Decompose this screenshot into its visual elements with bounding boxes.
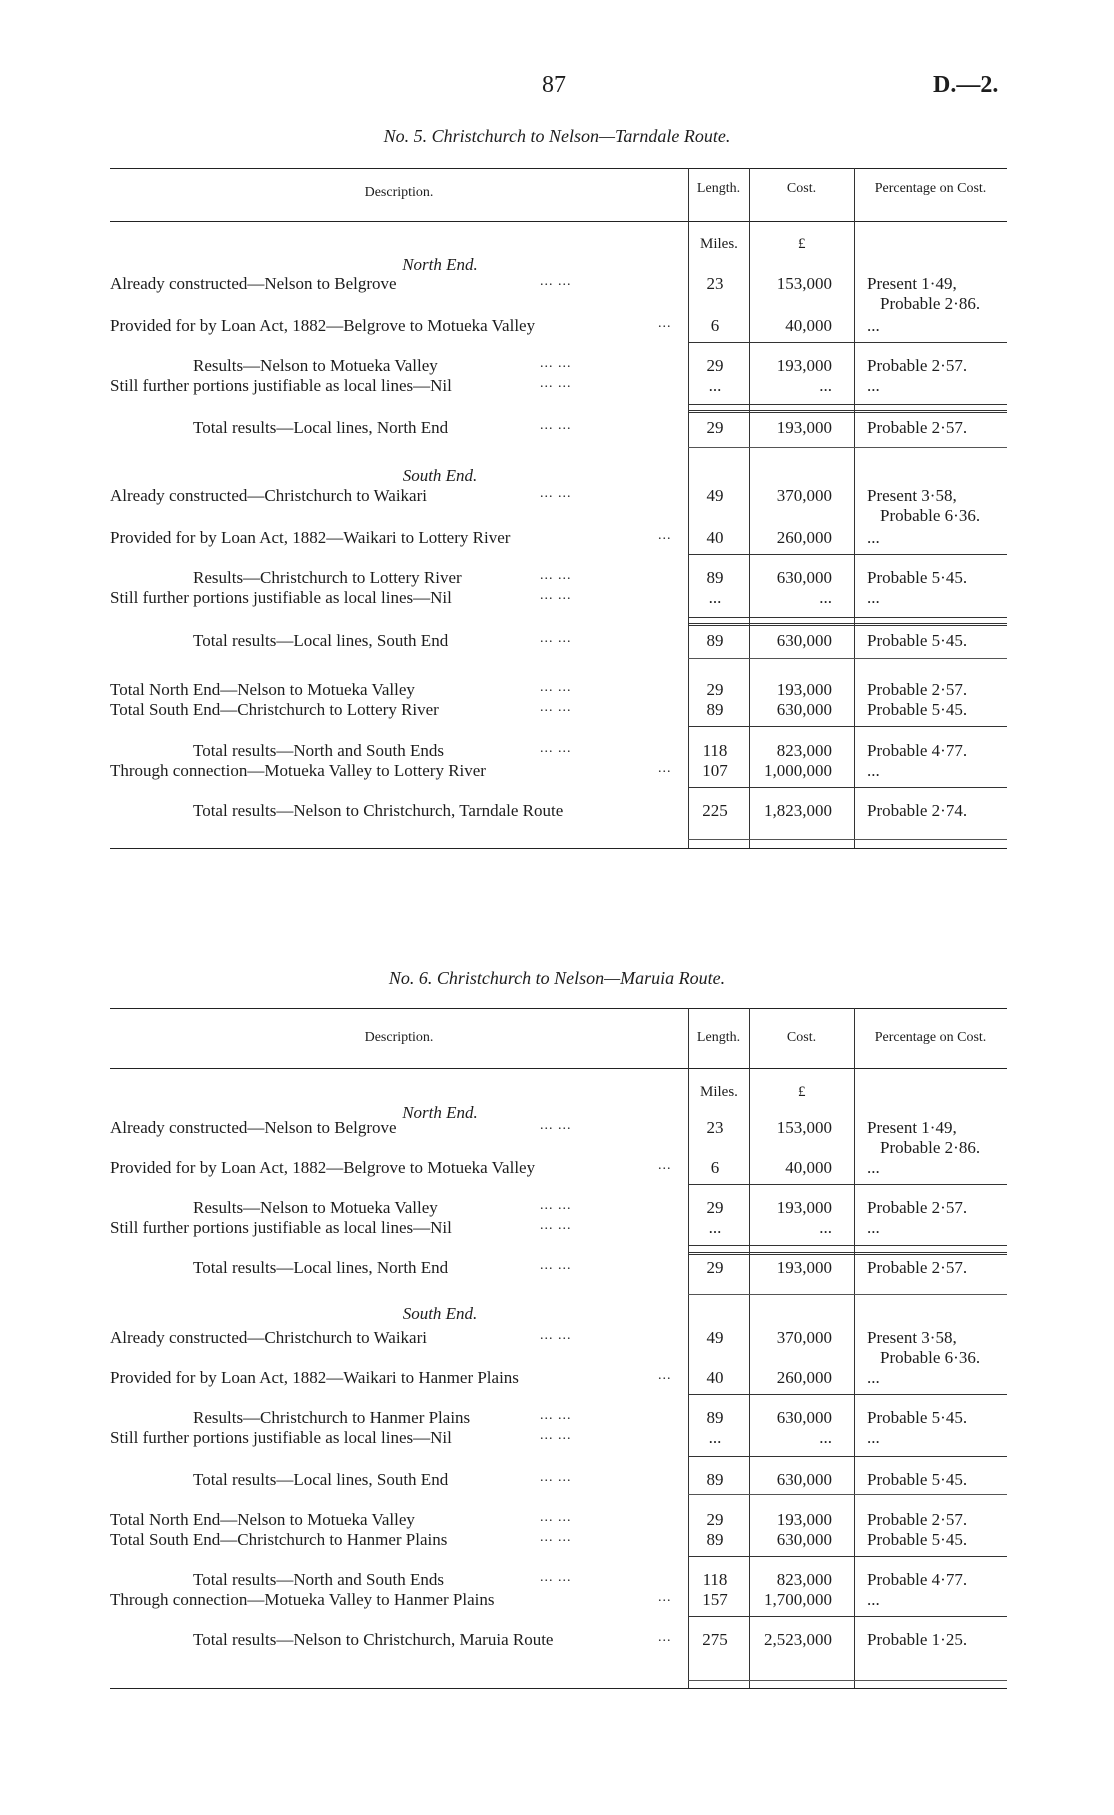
cell-rule xyxy=(688,404,1007,405)
row-description: Total results—Local lines, North End xyxy=(193,1258,449,1277)
row-cost: 260,000 xyxy=(776,528,832,547)
table-row xyxy=(110,1590,1007,1611)
row-percentage: Present 3·58, xyxy=(867,486,957,505)
row-percentage: Present 3·58, xyxy=(867,1328,957,1347)
table-row xyxy=(110,588,1007,609)
table-row xyxy=(110,1118,1007,1157)
header-bottom-rule xyxy=(110,221,1007,222)
cell-rule xyxy=(688,1616,1007,1617)
row-percentage-continued: Probable 6·36. xyxy=(880,506,981,525)
leader-dots: ... ... xyxy=(540,356,572,371)
row-cost: 193,000 xyxy=(776,680,832,699)
row-cost: 1,000,000 xyxy=(764,761,832,780)
row-description: Still further portions justifiable as local lines—Nil xyxy=(110,1428,452,1447)
table-row xyxy=(110,741,1007,762)
page-number: 87 xyxy=(542,72,566,98)
row-cost: 630,000 xyxy=(776,631,832,650)
table-row xyxy=(110,631,1007,652)
leader-dots: ... ... xyxy=(540,1530,572,1545)
table-row xyxy=(110,568,1007,589)
table-row xyxy=(110,1470,1007,1491)
table-row xyxy=(110,1428,1007,1449)
row-percentage: ... xyxy=(867,761,880,780)
row-percentage: Probable 2·57. xyxy=(867,1510,968,1529)
table-row xyxy=(110,1570,1007,1591)
row-cost: 260,000 xyxy=(776,1368,832,1387)
leader-dots: ... ... xyxy=(540,588,572,603)
row-cost: 40,000 xyxy=(785,316,832,335)
header-percentage: Percentage on Cost. xyxy=(874,1030,987,1045)
row-description: Total South End—Christchurch to Hanmer Plains xyxy=(110,1530,448,1549)
table-row xyxy=(110,356,1007,377)
row-cost: ... xyxy=(819,376,832,395)
cell-rule xyxy=(688,1252,1007,1255)
row-length: 118 xyxy=(702,741,728,760)
row-percentage-continued: Probable 2·86. xyxy=(880,294,981,313)
row-length: 157 xyxy=(702,1590,728,1609)
leader-dots: ... ... xyxy=(540,1470,572,1485)
header-length: Length. xyxy=(696,1030,741,1045)
row-percentage: Probable 5·45. xyxy=(867,1408,968,1427)
row-cost: 40,000 xyxy=(785,1158,832,1177)
north-end-heading: North End. xyxy=(402,1103,478,1122)
row-length: ... xyxy=(708,376,722,395)
row-description: Still further portions justifiable as local lines—Nil xyxy=(110,588,452,607)
table-bottom-rule xyxy=(110,1688,1007,1689)
leader-dots: ... ... xyxy=(540,274,572,289)
header-bottom-rule xyxy=(110,1068,1007,1069)
table-row xyxy=(110,1408,1007,1429)
row-percentage: ... xyxy=(867,1590,880,1609)
row-length: 49 xyxy=(706,1328,724,1347)
row-length: 29 xyxy=(706,356,724,375)
row-cost: 2,523,000 xyxy=(764,1630,832,1649)
row-description: Total results—Nelson to Christchurch, Maruia Route xyxy=(193,1630,554,1649)
row-description: Total North End—Nelson to Motueka Valley xyxy=(110,1510,415,1529)
row-cost: 193,000 xyxy=(776,356,832,375)
south-end-heading: South End. xyxy=(402,1304,478,1323)
table-title: No. 5. Christchurch to Nelson—Tarndale Route. xyxy=(383,126,731,146)
leader-dots: ... xyxy=(658,316,672,331)
row-cost: 370,000 xyxy=(776,1328,832,1347)
cell-rule xyxy=(688,554,1007,555)
row-percentage: Present 1·49, xyxy=(867,1118,957,1137)
row-separator xyxy=(688,1494,1007,1495)
row-length: 275 xyxy=(702,1630,728,1649)
cost-unit: £ xyxy=(798,1084,806,1100)
row-length: ... xyxy=(708,1428,722,1447)
table-title: No. 6. Christchurch to Nelson—Maruia Route. xyxy=(388,968,726,988)
table-row xyxy=(110,528,1007,549)
row-description: Total results—Local lines, North End xyxy=(193,418,449,437)
row-length: 29 xyxy=(706,1198,724,1217)
table-row xyxy=(110,1510,1007,1531)
table-row xyxy=(110,761,1007,782)
row-length: 225 xyxy=(702,801,728,820)
row-description: Total South End—Christchurch to Lottery River xyxy=(110,700,439,719)
table-row xyxy=(110,376,1007,397)
row-percentage: Probable 5·45. xyxy=(867,1470,968,1489)
cell-rule xyxy=(688,410,1007,413)
row-percentage: Probable 5·45. xyxy=(867,700,968,719)
row-separator xyxy=(688,1294,1007,1295)
row-description: Results—Christchurch to Lottery River xyxy=(193,568,462,587)
row-cost: 193,000 xyxy=(776,1198,832,1217)
row-percentage: ... xyxy=(867,1218,880,1237)
table-row xyxy=(110,1630,1007,1651)
table-row xyxy=(110,1328,1007,1367)
row-cost: 630,000 xyxy=(776,1470,832,1489)
row-cost: 1,823,000 xyxy=(764,801,832,820)
row-length: 118 xyxy=(702,1570,728,1589)
row-length: 40 xyxy=(706,1368,724,1387)
cell-rule xyxy=(688,342,1007,343)
header-cost: Cost. xyxy=(786,181,817,196)
cost-unit: £ xyxy=(798,236,806,252)
row-length: 29 xyxy=(706,418,724,437)
row-cost: ... xyxy=(819,1218,832,1237)
table-row xyxy=(110,274,1007,313)
row-length: 89 xyxy=(706,631,724,650)
leader-dots: ... ... xyxy=(540,741,572,756)
leader-dots: ... ... xyxy=(540,1258,572,1273)
length-unit: Miles. xyxy=(700,1084,738,1100)
row-cost: ... xyxy=(819,588,832,607)
leader-dots: ... xyxy=(658,761,672,776)
header-percentage: Percentage on Cost. xyxy=(874,181,987,196)
row-length: 89 xyxy=(706,1530,724,1549)
row-length: 29 xyxy=(706,680,724,699)
cell-rule xyxy=(688,787,1007,788)
leader-dots: ... ... xyxy=(540,700,572,715)
row-percentage: Present 1·49, xyxy=(867,274,957,293)
table-row xyxy=(110,1218,1007,1239)
leader-dots: ... ... xyxy=(540,1510,572,1525)
leader-dots: ... ... xyxy=(540,418,572,433)
row-percentage: Probable 1·25. xyxy=(867,1630,968,1649)
row-cost: 630,000 xyxy=(776,1530,832,1549)
header-cost: Cost. xyxy=(786,1030,817,1045)
row-description: Total results—Local lines, South End xyxy=(193,1470,449,1489)
leader-dots: ... ... xyxy=(540,1218,572,1233)
table-row xyxy=(110,700,1007,721)
length-unit: Miles. xyxy=(700,236,738,252)
row-length: 89 xyxy=(706,568,724,587)
row-description: Provided for by Loan Act, 1882—Waikari to Lottery River xyxy=(110,528,511,547)
row-length: 49 xyxy=(706,486,724,505)
leader-dots: ... ... xyxy=(540,1118,572,1133)
table-row xyxy=(110,486,1007,525)
row-percentage: ... xyxy=(867,1428,880,1447)
cell-rule xyxy=(688,623,1007,626)
row-description: Provided for by Loan Act, 1882—Waikari to Hanmer Plains xyxy=(110,1368,519,1387)
row-separator xyxy=(688,447,1007,448)
row-cost: 370,000 xyxy=(776,486,832,505)
row-percentage: Probable 5·45. xyxy=(867,568,968,587)
row-percentage: Probable 2·57. xyxy=(867,1198,968,1217)
leader-dots: ... ... xyxy=(540,568,572,583)
leader-dots: ... ... xyxy=(540,1198,572,1213)
row-percentage: Probable 2·57. xyxy=(867,418,968,437)
cell-rule xyxy=(688,1245,1007,1246)
cell-rule xyxy=(688,1456,1007,1457)
leader-dots: ... xyxy=(658,1590,672,1605)
leader-dots: ... ... xyxy=(540,486,572,501)
row-percentage: Probable 2·57. xyxy=(867,1258,968,1277)
table-row xyxy=(110,1368,1007,1389)
row-cost: 1,700,000 xyxy=(764,1590,832,1609)
row-length: 6 xyxy=(710,1158,720,1177)
table-row xyxy=(110,680,1007,701)
cell-rule xyxy=(688,1556,1007,1557)
row-description: Total results—Local lines, South End xyxy=(193,631,449,650)
row-percentage-continued: Probable 6·36. xyxy=(880,1348,981,1367)
row-percentage: ... xyxy=(867,316,880,335)
row-cost: 153,000 xyxy=(776,1118,832,1137)
row-separator xyxy=(688,658,1007,659)
row-percentage: ... xyxy=(867,376,880,395)
row-percentage: Probable 2·57. xyxy=(867,356,968,375)
row-percentage: Probable 4·77. xyxy=(867,1570,968,1589)
row-description: Total results—North and South Ends xyxy=(193,741,444,760)
row-percentage: Probable 2·57. xyxy=(867,680,968,699)
row-length: 89 xyxy=(706,700,724,719)
row-cost: 193,000 xyxy=(776,1510,832,1529)
cell-rule xyxy=(688,1184,1007,1185)
row-length: 89 xyxy=(706,1470,724,1489)
row-length: 89 xyxy=(706,1408,724,1427)
row-cost: 630,000 xyxy=(776,1408,832,1427)
cell-rule xyxy=(688,726,1007,727)
header-description: Description. xyxy=(364,1030,434,1045)
leader-dots: ... xyxy=(658,528,672,543)
cell-rule xyxy=(688,1394,1007,1395)
south-end-heading: South End. xyxy=(402,466,478,485)
row-description: Already constructed—Nelson to Belgrove xyxy=(110,1118,397,1137)
row-length: 40 xyxy=(706,528,724,547)
row-description: Still further portions justifiable as local lines—Nil xyxy=(110,376,452,395)
row-percentage: Probable 5·45. xyxy=(867,631,968,650)
row-length: 6 xyxy=(710,316,720,335)
row-separator xyxy=(688,1680,1007,1681)
row-length: 23 xyxy=(706,274,724,293)
table-row xyxy=(110,1258,1007,1279)
row-cost: 823,000 xyxy=(776,741,832,760)
leader-dots: ... xyxy=(658,1158,672,1173)
row-length: ... xyxy=(708,588,722,607)
leader-dots: ... xyxy=(658,1368,672,1383)
leader-dots: ... ... xyxy=(540,1570,572,1585)
north-end-heading: North End. xyxy=(402,255,478,274)
leader-dots: ... ... xyxy=(540,376,572,391)
row-description: Through connection—Motueka Valley to Hanmer Plains xyxy=(110,1590,495,1609)
row-percentage: ... xyxy=(867,588,880,607)
row-description: Results—Nelson to Motueka Valley xyxy=(193,1198,438,1217)
row-length: 23 xyxy=(706,1118,724,1137)
row-cost: 823,000 xyxy=(776,1570,832,1589)
row-description: Total North End—Nelson to Motueka Valley xyxy=(110,680,415,699)
leader-dots: ... ... xyxy=(540,1428,572,1443)
row-cost: ... xyxy=(819,1428,832,1447)
row-separator xyxy=(688,839,1007,840)
leader-dots: ... ... xyxy=(540,631,572,646)
row-percentage: Probable 4·77. xyxy=(867,741,968,760)
row-description: Already constructed—Christchurch to Waikari xyxy=(110,486,427,505)
row-description: Results—Nelson to Motueka Valley xyxy=(193,356,438,375)
table-row xyxy=(110,418,1007,439)
row-cost: 193,000 xyxy=(776,418,832,437)
table-top-rule xyxy=(110,1008,1007,1009)
row-percentage: ... xyxy=(867,1368,880,1387)
table-row xyxy=(110,1198,1007,1219)
table-row xyxy=(110,801,1007,822)
row-cost: 193,000 xyxy=(776,1258,832,1277)
row-description: Through connection—Motueka Valley to Lottery River xyxy=(110,761,486,780)
header-description: Description. xyxy=(364,185,434,200)
leader-dots: ... ... xyxy=(540,1408,572,1423)
row-cost: 630,000 xyxy=(776,700,832,719)
row-length: 107 xyxy=(702,761,728,780)
route-table-tarndale xyxy=(110,168,1007,848)
table-row xyxy=(110,1158,1007,1179)
row-length: 29 xyxy=(706,1510,724,1529)
row-percentage-continued: Probable 2·86. xyxy=(880,1138,981,1157)
row-cost: 630,000 xyxy=(776,568,832,587)
row-percentage: ... xyxy=(867,528,880,547)
table-row xyxy=(110,1530,1007,1551)
row-description: Total results—Nelson to Christchurch, Tarndale Route xyxy=(193,801,564,820)
table-row xyxy=(110,316,1007,337)
cell-rule xyxy=(688,617,1007,618)
row-description: Already constructed—Christchurch to Waikari xyxy=(110,1328,427,1347)
document-code: D.—2. xyxy=(933,72,999,98)
row-length: 29 xyxy=(706,1258,724,1277)
row-description: Still further portions justifiable as local lines—Nil xyxy=(110,1218,452,1237)
row-description: Results—Christchurch to Hanmer Plains xyxy=(193,1408,471,1427)
row-cost: 153,000 xyxy=(776,274,832,293)
route-table-maruia xyxy=(110,1008,1007,1688)
row-description: Provided for by Loan Act, 1882—Belgrove to Motueka Valley xyxy=(110,1158,536,1177)
row-percentage: ... xyxy=(867,1158,880,1177)
table-bottom-rule xyxy=(110,848,1007,849)
leader-dots: ... xyxy=(658,1630,672,1645)
row-description: Provided for by Loan Act, 1882—Belgrove to Motueka Valley xyxy=(110,316,536,335)
row-percentage: Probable 5·45. xyxy=(867,1530,968,1549)
row-length: ... xyxy=(708,1218,722,1237)
header-length: Length. xyxy=(696,181,741,196)
row-description: Already constructed—Nelson to Belgrove xyxy=(110,274,397,293)
table-top-rule xyxy=(110,168,1007,169)
leader-dots: ... ... xyxy=(540,680,572,695)
leader-dots: ... ... xyxy=(540,1328,572,1343)
row-description: Total results—North and South Ends xyxy=(193,1570,444,1589)
row-percentage: Probable 2·74. xyxy=(867,801,968,820)
